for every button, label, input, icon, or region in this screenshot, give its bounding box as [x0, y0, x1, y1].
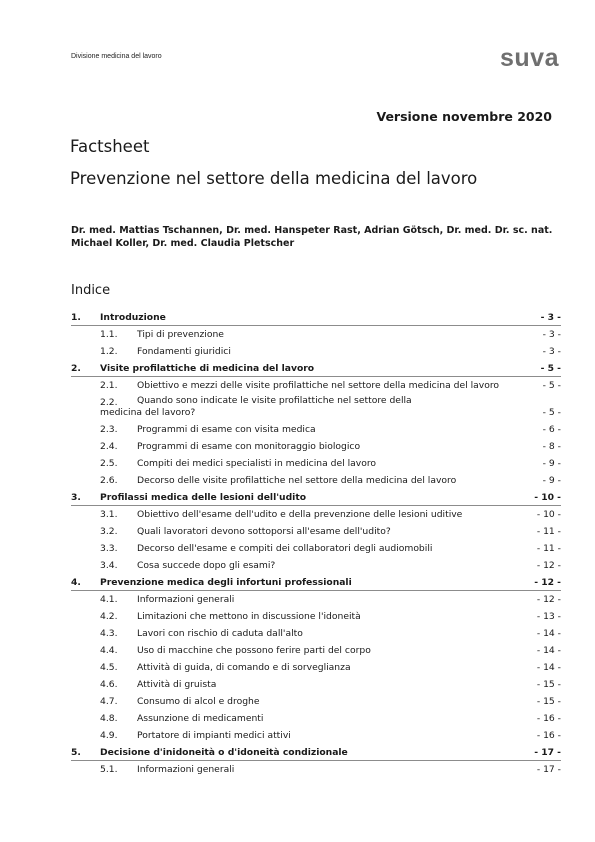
toc-entry-number: 4.3. — [100, 628, 118, 639]
toc-entry-page: - 3 - — [540, 312, 561, 323]
version-date: Versione novembre 2020 — [376, 109, 552, 124]
toc-entry-number: 4.9. — [100, 730, 118, 741]
toc-entry[interactable] — [71, 710, 561, 727]
toc-entry[interactable] — [71, 343, 561, 360]
toc-entry[interactable] — [71, 506, 561, 523]
toc-entry-title — [137, 540, 432, 557]
toc-entry-page: - 8 - — [542, 441, 561, 452]
toc-entry-page: - 5 - — [542, 407, 561, 418]
toc-entry-number: 2. — [71, 363, 81, 374]
toc-entry-title — [137, 710, 263, 727]
toc-entry-title-text: Visite profilattiche di medicina del lavoro — [100, 363, 315, 374]
toc-entry-number: 3.2. — [100, 526, 118, 537]
toc-entry-page: - 12 - — [534, 577, 561, 588]
toc-entry-page: - 5 - — [542, 380, 561, 391]
toc-entry-number: 4.5. — [100, 662, 118, 673]
toc-entry-page: - 6 - — [542, 424, 561, 435]
toc-entry[interactable] — [71, 574, 561, 591]
toc-entry[interactable] — [71, 540, 561, 557]
toc-entry-page: - 16 - — [536, 713, 561, 724]
toc-entry[interactable] — [71, 421, 561, 438]
toc-entry-number: 5. — [71, 747, 81, 758]
toc-entry-title — [137, 377, 499, 394]
toc-entry-number: 3.3. — [100, 543, 118, 554]
toc-entry-title-continuation: medicina del lavoro? — [100, 407, 196, 418]
document-type: Factsheet — [70, 137, 150, 156]
toc-entry-number: 4.8. — [100, 713, 118, 724]
toc-entry-title — [137, 625, 303, 642]
toc-entry-title — [137, 693, 260, 710]
toc-entry-title-text: Obiettivo dell'esame dell'udito e della prevenzione delle lesioni uditive — [137, 509, 463, 520]
toc-entry[interactable] — [71, 693, 561, 710]
table-of-contents — [71, 309, 561, 778]
toc-entry-title-text: Informazioni generali — [137, 594, 235, 605]
toc-entry-title — [137, 608, 361, 625]
suva-logo: suva — [500, 44, 559, 72]
toc-entry-title-text: Quando sono indicate le visite profilattiche nel settore della — [137, 395, 412, 406]
toc-entry-number: 2.6. — [100, 475, 118, 486]
toc-entry-title-text: Obiettivo e mezzi delle visite profilattiche nel settore della medicina del lavoro — [137, 380, 500, 391]
toc-entry-title — [137, 659, 351, 676]
toc-entry-number: 2.5. — [100, 458, 118, 469]
toc-entry-title-text: Profilassi medica delle lesioni dell'udito — [100, 492, 307, 503]
toc-entry-title — [100, 574, 352, 591]
toc-entry-title — [137, 557, 275, 574]
toc-entry-title-text: Programmi di esame con visita medica — [137, 424, 316, 435]
toc-entry[interactable] — [71, 761, 561, 778]
toc-entry-number: 2.2. — [100, 397, 118, 408]
toc-entry-title — [137, 421, 316, 438]
toc-entry[interactable] — [71, 489, 561, 506]
toc-entry-page: - 15 - — [536, 679, 561, 690]
toc-entry-number: 2.1. — [100, 380, 118, 391]
toc-entry-title — [137, 438, 360, 455]
toc-entry-page: - 10 - — [536, 509, 561, 520]
toc-entry-title-text: Prevenzione medica degli infortuni professionali — [100, 577, 352, 588]
toc-entry-page: - 11 - — [536, 526, 561, 537]
toc-entry-number: 2.3. — [100, 424, 118, 435]
toc-entry-page: - 3 - — [542, 329, 561, 340]
toc-entry-number: 4.7. — [100, 696, 118, 707]
toc-entry-number: 5.1. — [100, 764, 118, 775]
toc-entry-number: 4.1. — [100, 594, 118, 605]
toc-entry-title — [137, 343, 231, 360]
toc-entry-title-text: Consumo di alcol e droghe — [137, 696, 260, 707]
toc-entry-title — [137, 676, 216, 693]
toc-entry-page: - 10 - — [534, 492, 561, 503]
toc-entry-title — [137, 506, 462, 523]
toc-entry-title — [100, 744, 348, 761]
toc-entry[interactable] — [71, 394, 561, 421]
toc-entry[interactable] — [71, 659, 561, 676]
toc-entry-title — [137, 326, 224, 343]
toc-entry-page: - 17 - — [534, 747, 561, 758]
toc-entry[interactable] — [71, 455, 561, 472]
toc-entry-title-text: Cosa succede dopo gli esami? — [137, 560, 276, 571]
toc-entry-number: 4. — [71, 577, 81, 588]
toc-entry-number: 4.2. — [100, 611, 118, 622]
toc-entry[interactable] — [71, 438, 561, 455]
toc-entry-number: 3.4. — [100, 560, 118, 571]
toc-entry-title — [137, 523, 391, 540]
toc-entry[interactable] — [71, 523, 561, 540]
toc-entry-page: - 9 - — [542, 458, 561, 469]
toc-entry-page: - 14 - — [536, 645, 561, 656]
toc-entry-number: 3. — [71, 492, 81, 503]
toc-entry-title — [137, 642, 371, 659]
toc-entry-title-text: Fondamenti giuridici — [137, 346, 231, 357]
toc-entry[interactable] — [71, 642, 561, 659]
toc-entry-title-text: Portatore di impianti medici attivi — [137, 730, 291, 741]
toc-entry-number: 1. — [71, 312, 81, 323]
toc-entry[interactable] — [71, 360, 561, 377]
toc-entry-title-text: Programmi di esame con monitoraggio biologico — [137, 441, 361, 452]
toc-entry-number: 1.1. — [100, 329, 118, 340]
toc-entry-title-text: Limitazioni che mettono in discussione l'idoneità — [137, 611, 361, 622]
toc-entry-number: 3.1. — [100, 509, 118, 520]
toc-entry-title-text: Quali lavoratori devono sottoporsi all'esame dell'udito? — [137, 526, 391, 537]
toc-entry-page: - 15 - — [536, 696, 561, 707]
toc-entry-page: - 12 - — [536, 594, 561, 605]
toc-entry-page: - 11 - — [536, 543, 561, 554]
toc-entry-number: 1.2. — [100, 346, 118, 357]
toc-entry[interactable] — [71, 608, 561, 625]
toc-entry[interactable] — [71, 676, 561, 693]
toc-entry-page: - 9 - — [542, 475, 561, 486]
toc-entry-title — [137, 761, 234, 778]
toc-entry[interactable] — [71, 727, 561, 744]
toc-entry[interactable] — [71, 625, 561, 642]
toc-entry-page: - 3 - — [542, 346, 561, 357]
toc-entry-page: - 5 - — [540, 363, 561, 374]
toc-entry-title — [100, 309, 166, 326]
toc-entry[interactable] — [71, 326, 561, 343]
toc-heading: Indice — [71, 283, 111, 298]
toc-entry-page: - 12 - — [536, 560, 561, 571]
toc-entry-title-text: Decorso dell'esame e compiti dei collaboratori degli audiomobili — [137, 543, 433, 554]
division-label: Divisione medicina del lavoro — [71, 53, 162, 60]
toc-entry-title — [137, 727, 291, 744]
toc-entry-title-text: Compiti dei medici specialisti in medicina del lavoro — [137, 458, 377, 469]
toc-entry[interactable] — [71, 377, 561, 394]
toc-entry-title — [137, 591, 234, 608]
toc-entry-title-text: Attività di guida, di comando e di sorveglianza — [137, 662, 351, 673]
toc-entry-page: - 14 - — [536, 628, 561, 639]
toc-entry-title-text: Decisione d'inidoneità o d'idoneità condizionale — [100, 747, 348, 758]
toc-entry-page: - 13 - — [536, 611, 561, 622]
toc-entry-number: 4.6. — [100, 679, 118, 690]
toc-entry-number: 4.4. — [100, 645, 118, 656]
toc-entry[interactable] — [71, 472, 561, 489]
toc-entry-title-text: Decorso delle visite profilattiche nel settore della medicina del lavoro — [137, 475, 457, 486]
toc-entry-title — [100, 489, 306, 506]
toc-entry[interactable] — [71, 557, 561, 574]
toc-entry-title — [100, 360, 314, 377]
toc-entry-page: - 16 - — [536, 730, 561, 741]
toc-entry-page: - 17 - — [536, 764, 561, 775]
toc-entry-number: 2.4. — [100, 441, 118, 452]
toc-entry-title — [137, 455, 376, 472]
authors: Dr. med. Mattias Tschannen, Dr. med. Hanspeter Rast, Adrian Götsch, Dr. med. Dr. sc. nat. Michael Koller, Dr. med. Claudia Pletscher — [71, 225, 553, 249]
toc-entry[interactable] — [71, 591, 561, 608]
toc-entry[interactable] — [71, 309, 561, 326]
toc-entry-title-text: Informazioni generali — [137, 764, 235, 775]
toc-entry-title-text: Assunzione di medicamenti — [137, 713, 264, 724]
toc-entry-title-text: Lavori con rischio di caduta dall'alto — [137, 628, 303, 639]
toc-entry-title-text: Uso di macchine che possono ferire parti del corpo — [137, 645, 371, 656]
toc-entry-page: - 14 - — [536, 662, 561, 673]
toc-entry-title-text: Attività di gruista — [137, 679, 217, 690]
toc-entry-title-text: Introduzione — [100, 312, 166, 323]
toc-entry[interactable] — [71, 744, 561, 761]
document-title: Prevenzione nel settore della medicina del lavoro — [70, 169, 478, 188]
toc-entry-title-text: Tipi di prevenzione — [137, 329, 224, 340]
toc-entry-title — [137, 472, 456, 489]
